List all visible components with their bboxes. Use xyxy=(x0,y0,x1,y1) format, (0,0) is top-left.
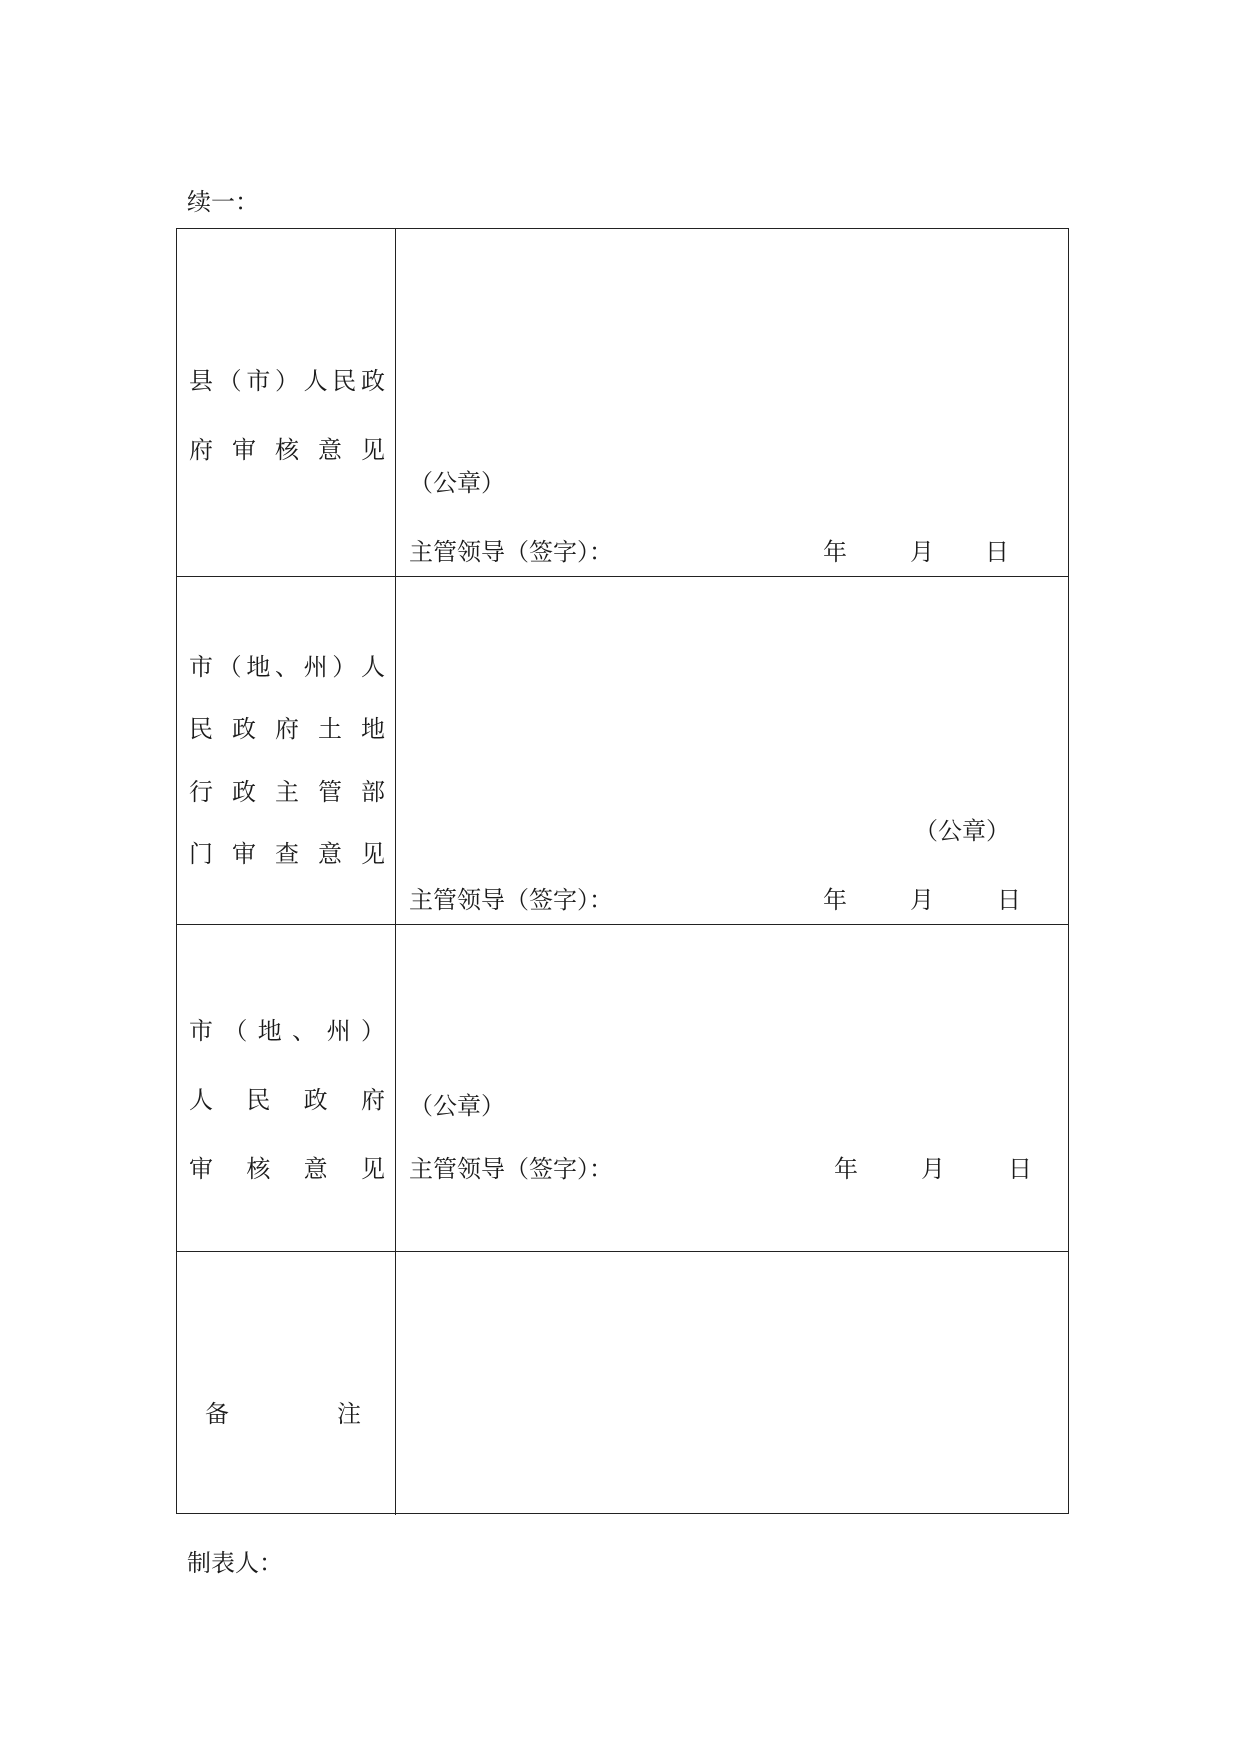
county-official-seal: （公章） xyxy=(409,469,505,497)
city-government-review-row xyxy=(177,925,1068,1252)
land-department-date-year: 年 xyxy=(823,886,847,914)
city-government-signer-label: 主管领导（签字）： xyxy=(409,1155,613,1183)
label-char: 政 xyxy=(303,1086,328,1114)
land-department-signer-label: 主管领导（签字）： xyxy=(409,886,613,914)
county-review-label-line-1 xyxy=(189,365,385,397)
label-char: 意 xyxy=(303,1155,328,1183)
label-char: （ xyxy=(217,653,242,681)
label-char: 核 xyxy=(275,436,299,464)
label-char: 意 xyxy=(318,436,342,464)
label-char: 市 xyxy=(189,653,213,681)
form-preparer-label: 制表人： xyxy=(187,1549,283,1577)
city-government-label-cell xyxy=(177,925,396,1251)
land-department-label-line-4 xyxy=(189,838,385,870)
label-char: 民 xyxy=(189,715,213,743)
label-char: 行 xyxy=(189,778,213,806)
city-government-date-day: 日 xyxy=(1008,1155,1032,1183)
label-char: 、 xyxy=(292,1017,317,1045)
label-char: 注 xyxy=(337,1400,361,1428)
label-char: 市 xyxy=(189,1017,213,1045)
label-char: 州 xyxy=(326,1017,351,1045)
county-date-month: 月 xyxy=(910,538,934,566)
label-char: 政 xyxy=(360,367,385,395)
label-char: ） xyxy=(360,1017,385,1045)
label-char: 主 xyxy=(275,778,299,806)
city-government-label-line-1 xyxy=(189,1015,385,1047)
remarks-label xyxy=(205,1398,361,1430)
label-char: 审 xyxy=(189,1155,213,1183)
label-char: 门 xyxy=(189,840,213,868)
label-char: 、 xyxy=(274,653,299,681)
label-char: 核 xyxy=(246,1155,271,1183)
label-char: 地 xyxy=(257,1017,282,1045)
remarks-label-cell xyxy=(177,1252,396,1515)
land-department-label-line-1 xyxy=(189,651,385,683)
label-char: 州 xyxy=(303,653,328,681)
county-review-content-cell[interactable] xyxy=(396,229,1068,576)
county-signer-label: 主管领导（签字）： xyxy=(409,538,613,566)
city-government-content-cell[interactable] xyxy=(396,925,1068,1251)
land-department-label-cell xyxy=(177,577,396,924)
remarks-row xyxy=(177,1252,1068,1515)
label-char: 备 xyxy=(205,1400,229,1428)
label-char: 见 xyxy=(361,436,385,464)
label-char: 县 xyxy=(189,367,213,395)
land-department-review-row xyxy=(177,577,1068,925)
page-heading: 续一： xyxy=(187,188,259,216)
label-char: 审 xyxy=(232,840,256,868)
land-department-label-line-2 xyxy=(189,713,385,745)
label-char: 土 xyxy=(318,715,342,743)
label-char: 审 xyxy=(232,436,256,464)
city-government-date-month: 月 xyxy=(921,1155,945,1183)
land-department-content-cell[interactable] xyxy=(396,577,1068,924)
city-government-official-seal: （公章） xyxy=(409,1092,505,1120)
label-char: 政 xyxy=(232,715,256,743)
city-government-label-line-2 xyxy=(189,1084,385,1116)
land-department-label-line-3 xyxy=(189,776,385,808)
label-char: 见 xyxy=(360,1155,385,1183)
label-char: 部 xyxy=(361,778,385,806)
approval-form-table xyxy=(176,228,1069,1514)
county-review-label-cell xyxy=(177,229,396,576)
label-char: 地 xyxy=(361,715,385,743)
label-char: ） xyxy=(332,653,357,681)
label-char: ） xyxy=(274,367,299,395)
city-government-date-year: 年 xyxy=(834,1155,858,1183)
label-char: 见 xyxy=(361,840,385,868)
remarks-content-cell[interactable] xyxy=(396,1252,1068,1515)
label-char: 市 xyxy=(246,367,271,395)
label-char: 查 xyxy=(275,840,299,868)
label-char: 府 xyxy=(189,436,213,464)
label-char: （ xyxy=(217,367,242,395)
county-date-day: 日 xyxy=(985,538,1009,566)
label-char: 人 xyxy=(360,653,385,681)
label-char: 地 xyxy=(246,653,271,681)
land-department-official-seal: （公章） xyxy=(914,817,1010,845)
county-review-label-line-2 xyxy=(189,434,385,466)
label-char: （ xyxy=(223,1017,248,1045)
label-char: 民 xyxy=(246,1086,271,1114)
land-department-date-month: 月 xyxy=(910,886,934,914)
label-char: 政 xyxy=(232,778,256,806)
land-department-date-day: 日 xyxy=(997,886,1021,914)
county-date-year: 年 xyxy=(823,538,847,566)
label-char: 人 xyxy=(189,1086,213,1114)
label-char: 府 xyxy=(275,715,299,743)
city-government-label-line-3 xyxy=(189,1153,385,1185)
label-char: 管 xyxy=(318,778,342,806)
label-char: 意 xyxy=(318,840,342,868)
label-char: 府 xyxy=(360,1086,385,1114)
label-char: 人 xyxy=(303,367,328,395)
county-review-row xyxy=(177,229,1068,577)
label-char: 民 xyxy=(332,367,357,395)
